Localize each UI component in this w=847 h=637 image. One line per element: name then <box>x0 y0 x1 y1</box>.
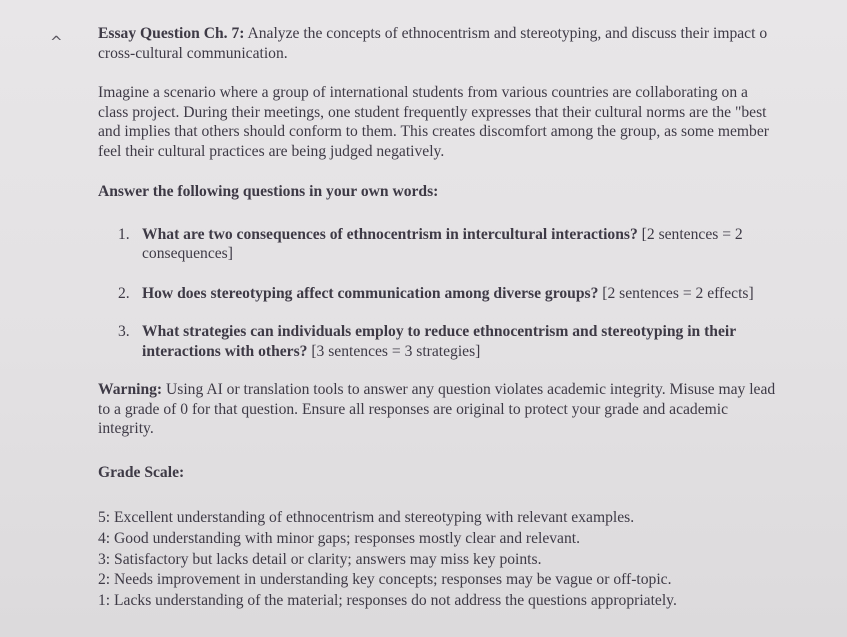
grade-scale-heading: Grade Scale: <box>98 463 185 481</box>
warning-notice <box>98 380 847 439</box>
grade-scale-item: 4: Good understanding with minor gaps; responses mostly clear and relevant. <box>98 529 581 547</box>
scenario-line: feel their cultural practices are being judged negatively. <box>98 142 445 160</box>
question-number: 2. <box>118 284 130 302</box>
grade-scale-item: 2: Needs improvement in understanding key concepts; responses may be vague or off-topic. <box>98 571 672 589</box>
scenario-line: class project. During their meetings, one student frequently expresses that their cultural norms are the "best <box>98 103 767 121</box>
question-title <box>98 24 847 63</box>
question-list <box>98 225 847 362</box>
question-item-2 <box>98 284 847 304</box>
question-text: What strategies can individuals employ to reduce ethnocentrism and stereotyping in their <box>142 323 737 340</box>
grade-scale-list <box>98 508 847 612</box>
collapse-chevron-up-icon[interactable]: ^ <box>50 33 63 51</box>
scenario-line: Imagine a scenario where a group of international students from various countries are collaborating on a <box>98 84 748 101</box>
question-requirement: [2 sentences = 2 <box>637 225 743 243</box>
question-title-label: Essay Question Ch. 7: <box>98 25 245 42</box>
question-text: What are two consequences of ethnocentrism in intercultural interactions? <box>142 225 638 243</box>
question-content <box>98 24 847 612</box>
question-item-1 <box>98 225 847 264</box>
question-number: 1. <box>118 225 130 243</box>
question-text: How does stereotyping affect communication among diverse groups? <box>142 284 599 302</box>
question-requirement: [2 sentences = 2 effects] <box>598 284 754 302</box>
warning-text: Using AI or translation tools to answer any question violates academic integrity. Misuse may lead <box>162 381 776 398</box>
scenario-line: and implies that others should conform to them. This creates discomfort among the group, as some member <box>98 123 769 140</box>
warning-text-line3: integrity. <box>98 420 154 437</box>
grade-scale-item: 3: Satisfactory but lacks detail or clarity; answers may miss key points. <box>98 550 542 568</box>
question-requirement-cont: consequences] <box>142 245 233 262</box>
grade-scale-item: 1: Lacks understanding of the material; responses do not address the questions appropriately. <box>98 592 677 610</box>
warning-label: Warning: <box>98 381 163 398</box>
instruction-heading: Answer the following questions in your own words: <box>98 183 439 200</box>
question-item-3 <box>98 322 847 361</box>
warning-text-line2: to a grade of 0 for that question. Ensure all responses are original to protect your grade and academic <box>98 400 729 418</box>
question-requirement: [3 sentences = 3 strategies] <box>307 342 481 360</box>
question-title-line1: Analyze the concepts of ethnocentrism and stereotyping, and discuss their impact o <box>247 25 768 42</box>
question-text-cont: interactions with others? <box>142 342 308 360</box>
question-number: 3. <box>118 323 130 340</box>
grade-scale-item: 5: Excellent understanding of ethnocentrism and stereotyping with relevant examples. <box>98 509 635 526</box>
scenario-paragraph <box>98 83 847 161</box>
question-title-line2: cross-cultural communication. <box>98 44 288 62</box>
